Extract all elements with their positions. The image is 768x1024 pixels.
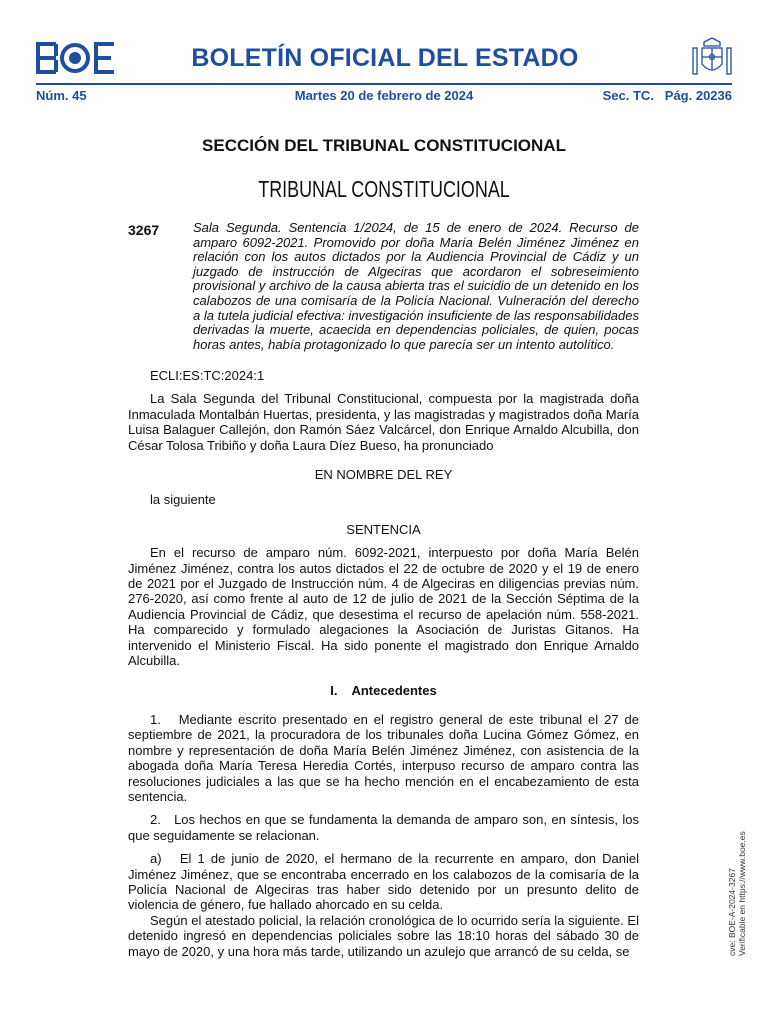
document-body (128, 368, 643, 959)
intro-paragraph: En el recurso de amparo núm. 6092-2021, interpuesto por doña María Belén Jiménez Jiménez, contra los autos dictados el 22 de octubre de 2020 y el 19 de enero de 2021 por el Juzgado de Instrucción núm. 4 de Algeciras en diligencias previas núm. 276-2020, así como frente al auto de 12 de julio de 2021 de la Sección Séptima de la Audiencia Provincial de Cádiz, que desestima el recurso de apelación núm. 558-2021. Ha comparecido y formulado alegaciones la Asociación de Juristas Gitanos. Ha intervenido el Ministerio Fiscal. Ha sido ponente el magistrado don Enrique Arnaldo Alcubilla. (128, 545, 639, 669)
following-line: la siguiente (150, 492, 216, 508)
paragraph-2: 2. Los hechos en que se fundamenta la demanda de amparo son, en síntesis, los que seguidamente se relacionan. (128, 812, 643, 843)
coat-of-arms-icon (690, 36, 734, 80)
cve-code: cve: BOE-A-2024-3267 (727, 868, 737, 956)
issue-number: Núm. 45 (36, 88, 87, 103)
entry-number: 3267 (128, 222, 160, 238)
paragraph-2a: a) El 1 de junio de 2020, el hermano de la recurrente en amparo, don Daniel Jiménez Jiménez, que se encontraba encerrado en los calabozos de la comisaría de la Policía Nacional de Algeciras tras haber sido detenido por un presunto delito de violencia de género, fue hallado ahorcado en su celda. (128, 851, 643, 913)
paragraph-3: Según el atestado policial, la relación cronológica de lo ocurrido sería la siguiente. El detenido ingresó en dependencias policiales sobre las 18:10 horas del sábado 30 de mayo de 2020, y una hora más tarde, utilizando un azulejo que arrancó de su celda, se (128, 912, 639, 959)
antecedentes-heading: I. Antecedentes (330, 682, 437, 698)
section-title: SECCIÓN DEL TRIBUNAL CONSTITUCIONAL (202, 136, 566, 155)
gazette-title: BOLETÍN OFICIAL DEL ESTADO (191, 44, 579, 72)
verification-link[interactable]: Verificable en https://www.boe.es (737, 831, 747, 956)
paragraph-1: 1. Mediante escrito presentado en el registro general de este tribunal el 27 de septiembre de 2021, la procuradora de los tribunales doña Lucina Gómez Gómez, en nombre y representación de doña María Belén Jiménez Jiménez, con asistencia de la abogada doña María Teresa Heredia Cortés, interpuso recurso de amparo contra las resoluciones judiciales a las que se ha hecho mención en el encabezamiento de esta sentencia. (128, 711, 643, 804)
in-name-heading: EN NOMBRE DEL REY (314, 467, 453, 483)
entry-summary: Sala Segunda. Sentencia 1/2024, de 15 de enero de 2024. Recurso de amparo 6092-2021. Promovido por doña María Belén Jiménez Jiménez en relación con los autos dictados por la Audiencia Provincial de Cádiz y un juzgado de instrucción de Algeciras que acordaron el sobreseimiento provisional y archivo de la causa abierta tras el suicidio de un detenido en los calabozos de una comisaría de la Policía Nacional. Vulneración del derecho a la tutela judicial efectiva: investigación insuficiente de las responsabilidades derivadas la muerte, acaecida en dependencias policiales, de quien, pocas horas antes, había protagonizado lo que parecía ser un intento autolítico. (193, 220, 639, 352)
section-page: Sec. TC. Pág. 20236 (602, 88, 732, 103)
boe-logo (36, 42, 116, 74)
ecli-identifier: ECLI:ES:TC:2024:1 (150, 368, 265, 383)
court-composition: La Sala Segunda del Tribunal Constitucional, compuesta por la magistrada doña Inmaculada Montalbán Huertas, presidenta, y las magistradas y magistrados doña María Luisa Balaguer Callejón, don Ramón Sáez Valcárcel, don Enrique Arnaldo Alcubilla, don César Tolosa Tribiño y doña Laura Díez Bueso, ha pronunciado (128, 391, 639, 453)
tribunal-name: TRIBUNAL CONSTITUCIONAL (258, 176, 510, 202)
issue-date: Martes 20 de febrero de 2024 (294, 88, 474, 103)
header-rule (36, 83, 732, 85)
sentence-heading: SENTENCIA (346, 521, 421, 537)
